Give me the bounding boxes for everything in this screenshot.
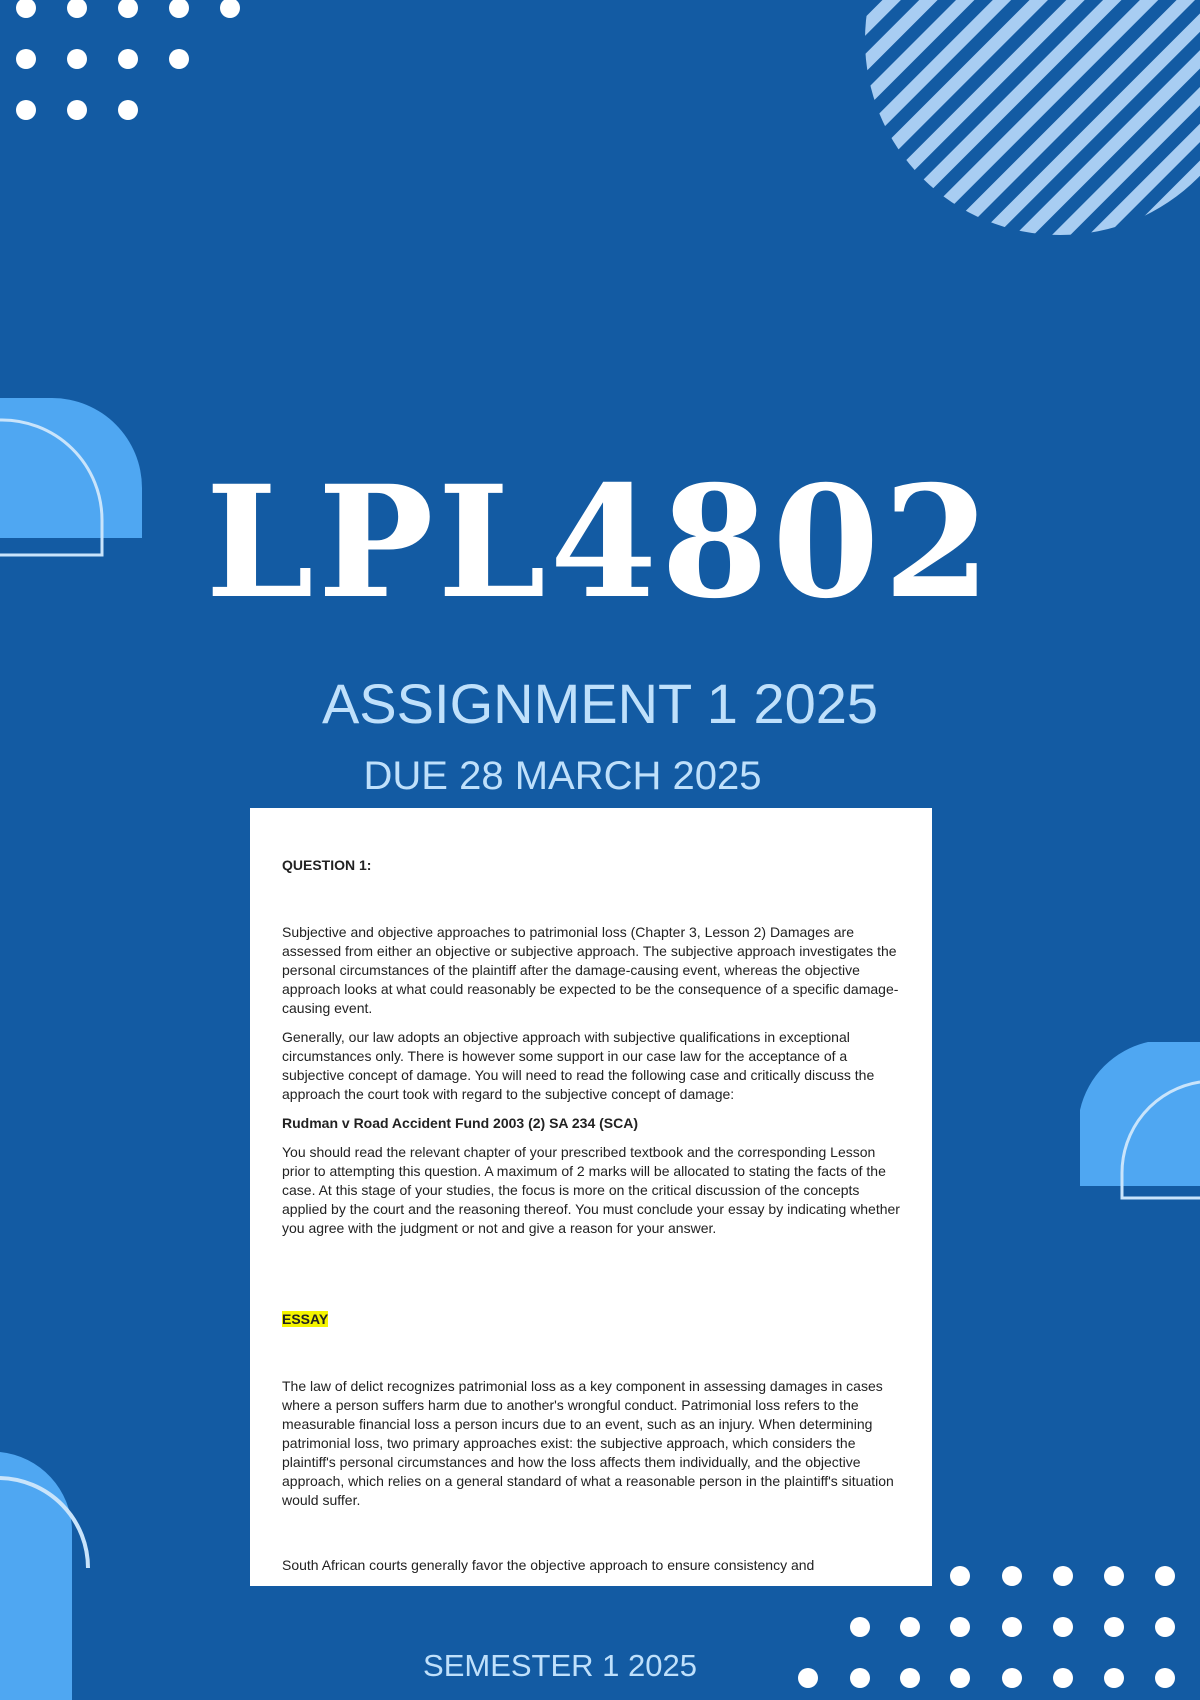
document-preview	[250, 808, 932, 1586]
dot-grid-top-left	[16, 0, 240, 120]
course-code: LPL4802	[205, 452, 995, 633]
essay-paragraph: South African courts generally favor the objective approach to ensure consistency and	[282, 1557, 815, 1573]
instructions-paragraph: You should read the relevant chapter of your prescribed textbook and the corresponding Lesson prior to attempting this question. A maximum of 2 marks will be allocated to stating the facts of the case. At this stage of your studies, the focus is more on the critical discussion of the concepts applied by the court and the reasoning thereof. You must conclude your essay by indicating whether you agree with the judgment or not and give a reason for your answer.	[282, 1144, 900, 1236]
question-paragraph: Generally, our law adopts an objective approach with subjective qualifications in exceptional circumstances only. There is however some support in our case law for the acceptance of a subjective concept of damage. You will need to read the following case and critically discuss the approach the court took with regard to the subjective concept of damage:	[282, 1029, 875, 1102]
essay-heading-wrap	[282, 1310, 900, 1329]
question-heading: QUESTION 1:	[282, 857, 372, 873]
case-citation: Rudman v Road Accident Fund 2003 (2) SA 234 (SCA)	[282, 1115, 639, 1131]
assignment-title: ASSIGNMENT 1 2025	[321, 672, 879, 735]
due-date: DUE 28 MARCH 2025	[363, 754, 762, 798]
essay-heading: ESSAY	[282, 1311, 329, 1327]
question-paragraph: Subjective and objective approaches to patrimonial loss (Chapter 3, Lesson 2) Damages are assessed from either an objective or subjective approach. The subjective approach investigates the personal circumstances of the plaintiff after the damage-causing event, whereas the objective approach looks at what could reasonably be expected to be the consequence of a specific damage- causing event.	[282, 924, 899, 1016]
semester-label: SEMESTER 1 2025	[423, 1648, 697, 1683]
document-body	[282, 856, 900, 1585]
striped-circle-top-right	[820, 0, 1200, 240]
quarter-shape-right	[1080, 1042, 1200, 1198]
essay-paragraph: The law of delict recognizes patrimonial loss as a key component in assessing damages in cases where a person suffers harm due to another's wrongful conduct. Patrimonial loss refers to the measurable financial loss a person incurs due to an event, such as an injury. When determining patrimonial loss, two primary approaches exist: the subjective approach, which considers the plaintiff's personal circumstances and how the loss affects them individually, and the objective approach, which relies on a general standard of what a reasonable person in the plaintiff's situation would suffer.	[282, 1378, 894, 1508]
